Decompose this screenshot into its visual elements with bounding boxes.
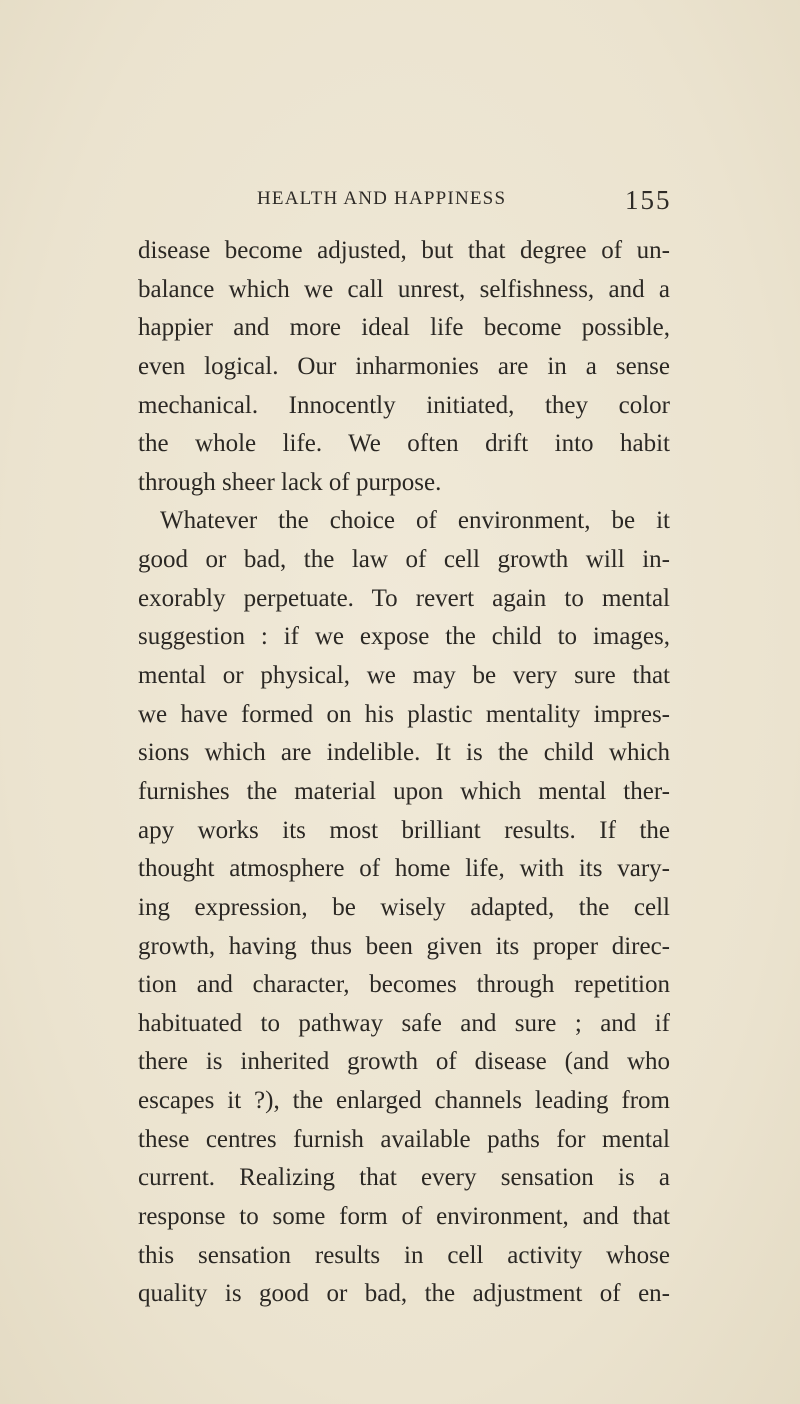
text-line: ing expression, be wisely adapted, the cell: [138, 893, 670, 921]
text-line: mental or physical, we may be very sure that: [138, 662, 670, 690]
text-line: balance which we call unrest, selfishness, and a: [138, 275, 670, 303]
text-line: current. Realizing that every sensation is a: [138, 1164, 670, 1192]
text-line: thought atmosphere of home life, with its vary-: [138, 855, 670, 883]
text-line: exorably perpetuate. To revert again to mental: [138, 584, 670, 612]
text-line: apy works its most brilliant results. If the: [138, 816, 670, 844]
text-line: this sensation results in cell activity whose: [138, 1241, 670, 1269]
text-line: we have formed on his plastic mentality impres-: [138, 700, 670, 728]
text-line: escapes it ?), the enlarged channels leading from: [138, 1087, 670, 1115]
running-title: HEALTH AND HAPPINESS: [257, 188, 507, 209]
text-line: Whatever the choice of environment, be it: [160, 507, 670, 535]
body-text: [138, 232, 670, 1314]
text-line: suggestion : if we expose the child to images,: [138, 623, 670, 651]
page-number: 155: [625, 185, 672, 215]
text-line: even logical. Our inharmonies are in a sense: [138, 352, 670, 380]
text-line: there is inherited growth of disease (and who: [138, 1048, 670, 1076]
text-line: quality is good or bad, the adjustment of en-: [138, 1280, 670, 1308]
text-line: mechanical. Innocently initiated, they color: [138, 391, 670, 419]
text-line: habituated to pathway safe and sure ; and if: [138, 1009, 670, 1037]
text-line: response to some form of environment, and that: [138, 1203, 670, 1231]
text-line: tion and character, becomes through repetition: [138, 971, 670, 999]
text-line: sions which are indelible. It is the child which: [138, 739, 670, 767]
text-line: the whole life. We often drift into habit: [138, 430, 670, 458]
text-line: through sheer lack of purpose.: [138, 468, 442, 496]
text-line: good or bad, the law of cell growth will in-: [138, 546, 670, 574]
text-line: furnishes the material upon which mental ther-: [138, 777, 670, 805]
text-line: disease become adjusted, but that degree of un-: [138, 237, 670, 264]
text-line: these centres furnish available paths for mental: [138, 1125, 670, 1153]
running-head: [0, 185, 800, 228]
text-line: growth, having thus been given its proper direc-: [138, 932, 670, 960]
text-line: happier and more ideal life become possible,: [138, 314, 670, 342]
